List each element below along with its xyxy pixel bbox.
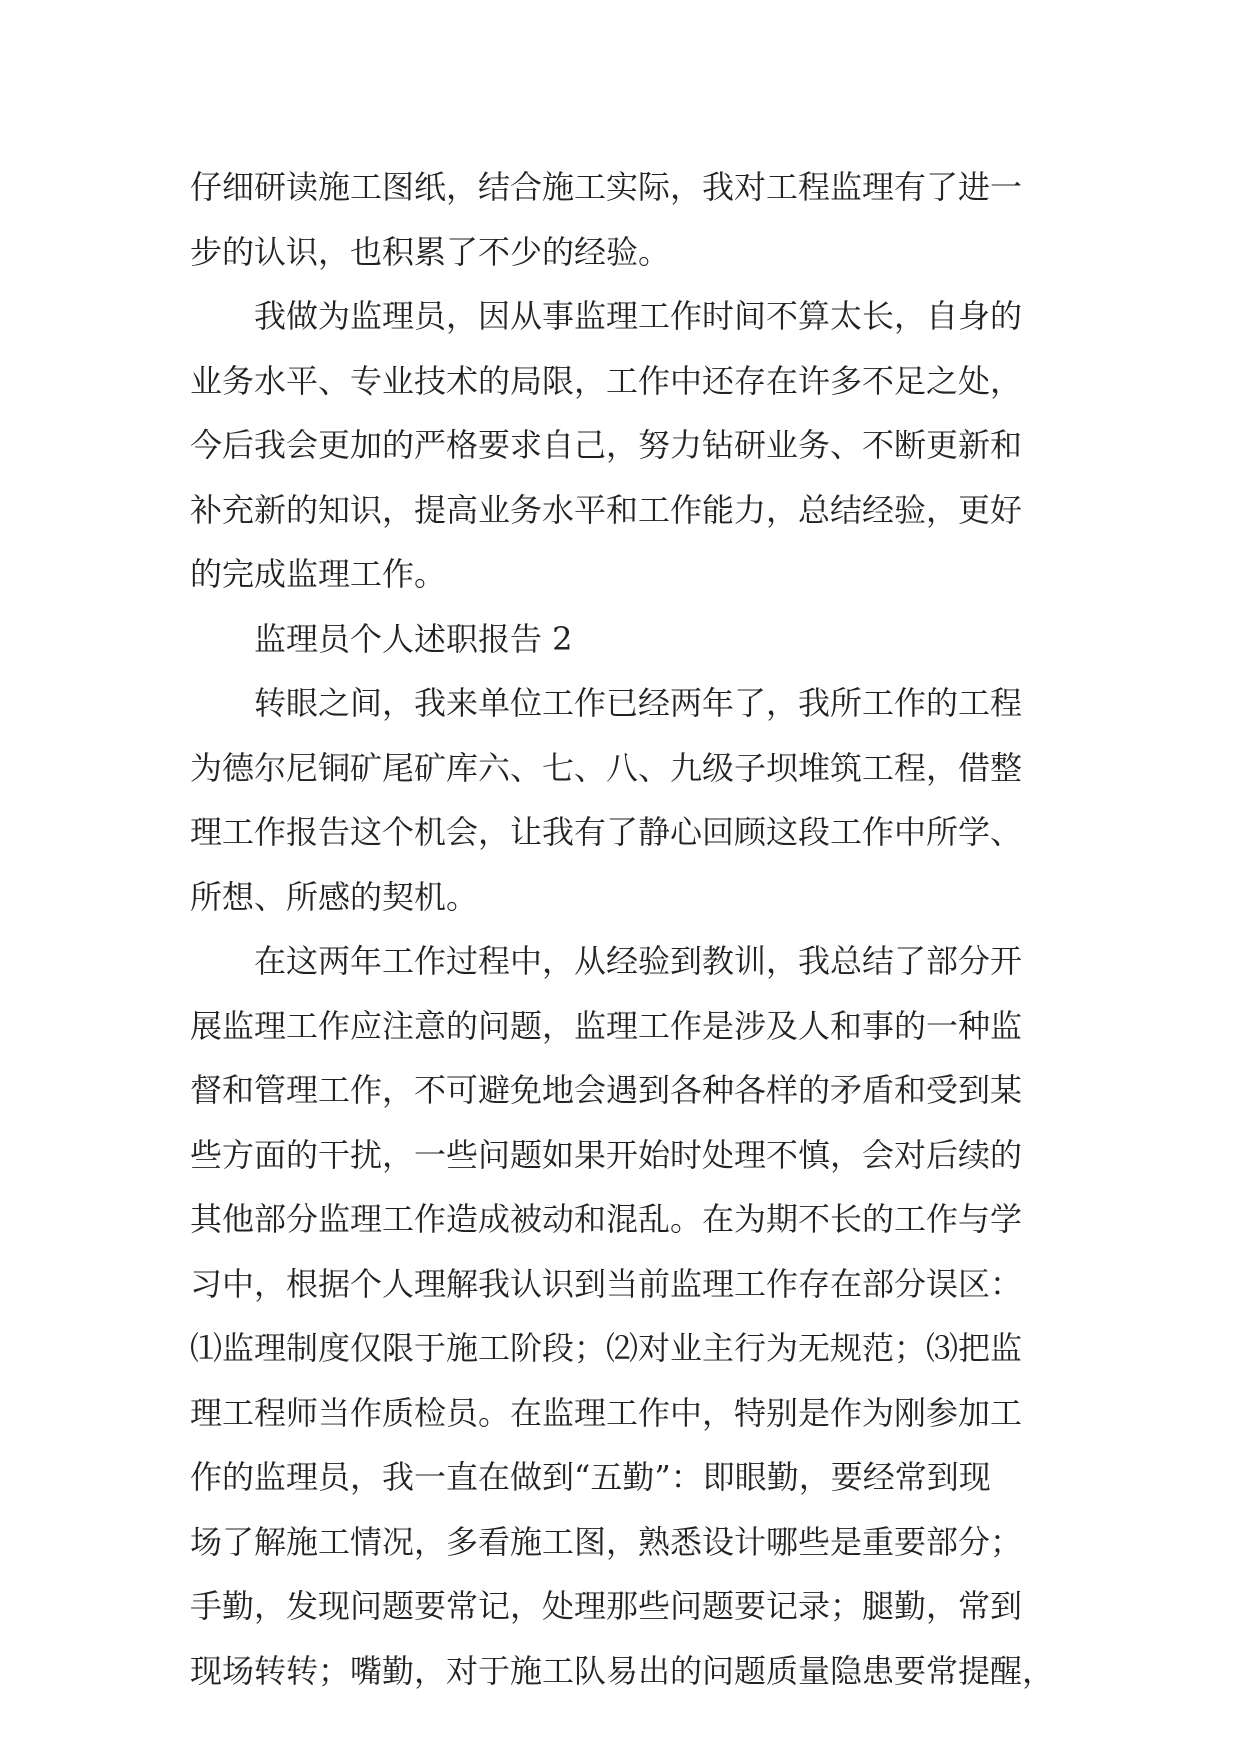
text-line: 为德尔尼铜矿尾矿库六、七、八、九级子坝堆筑工程，借整 [190,748,1023,787]
section-heading: 监理员个人述职报告 2 [254,619,573,658]
text-line: 我做为监理员，因从事监理工作时间不算太长，自身的 [254,297,1023,335]
text-line: 在这两年工作过程中，从经验到教训，我总结了部分开 [254,942,1023,980]
text-line: 现场转转；嘴勤，对于施工队易出的问题质量隐患要常提醒， [190,1651,1055,1690]
document-body [190,155,1070,1703]
text-line: 补充新的知识，提高业务水平和工作能力，总结经验，更好 [190,490,1023,529]
text-line: 些方面的干扰，一些问题如果开始时处理不慎，会对后续的 [190,1135,1023,1174]
text-line: 步的认识，也积累了不少的经验。 [190,232,671,271]
text-line: 的完成监理工作。 [190,555,447,593]
text-line: 场了解施工情况，多看施工图，熟悉设计哪些是重要部分； [190,1522,1023,1561]
text-line: 手勤，发现问题要常记，处理那些问题要记录；腿勤，常到 [190,1587,1023,1625]
text-line: 展监理工作应注意的问题，监理工作是涉及人和事的一种监 [190,1006,1023,1045]
text-line: 作的监理员，我一直在做到“五勤”：即眼勤，要经常到现 [190,1458,991,1496]
text-line: 所想、所感的契机。 [190,877,479,916]
text-line: 业务水平、专业技术的局限，工作中还存在许多不足之处， [190,361,1023,400]
text-line: ⑴监理制度仅限于施工阶段；⑵对业主行为无规范；⑶把监 [190,1329,1023,1367]
text-line: 今后我会更加的严格要求自己，努力钻研业务、不断更新和 [190,426,1023,464]
text-line: 其他部分监理工作造成被动和混乱。在为期不长的工作与学 [190,1200,1023,1238]
text-line: 转眼之间，我来单位工作已经两年了，我所工作的工程 [254,684,1023,722]
text-line: 理工程师当作质检员。在监理工作中，特别是作为刚参加工 [190,1393,1023,1432]
text-line: 仔细研读施工图纸，结合施工实际，我对工程监理有了进一 [190,168,1023,206]
text-line: 习中，根据个人理解我认识到当前监理工作存在部分误区： [190,1264,1023,1303]
text-line: 理工作报告这个机会，让我有了静心回顾这段工作中所学、 [190,813,1023,851]
text-line: 督和管理工作，不可避免地会遇到各种各样的矛盾和受到某 [190,1071,1023,1109]
